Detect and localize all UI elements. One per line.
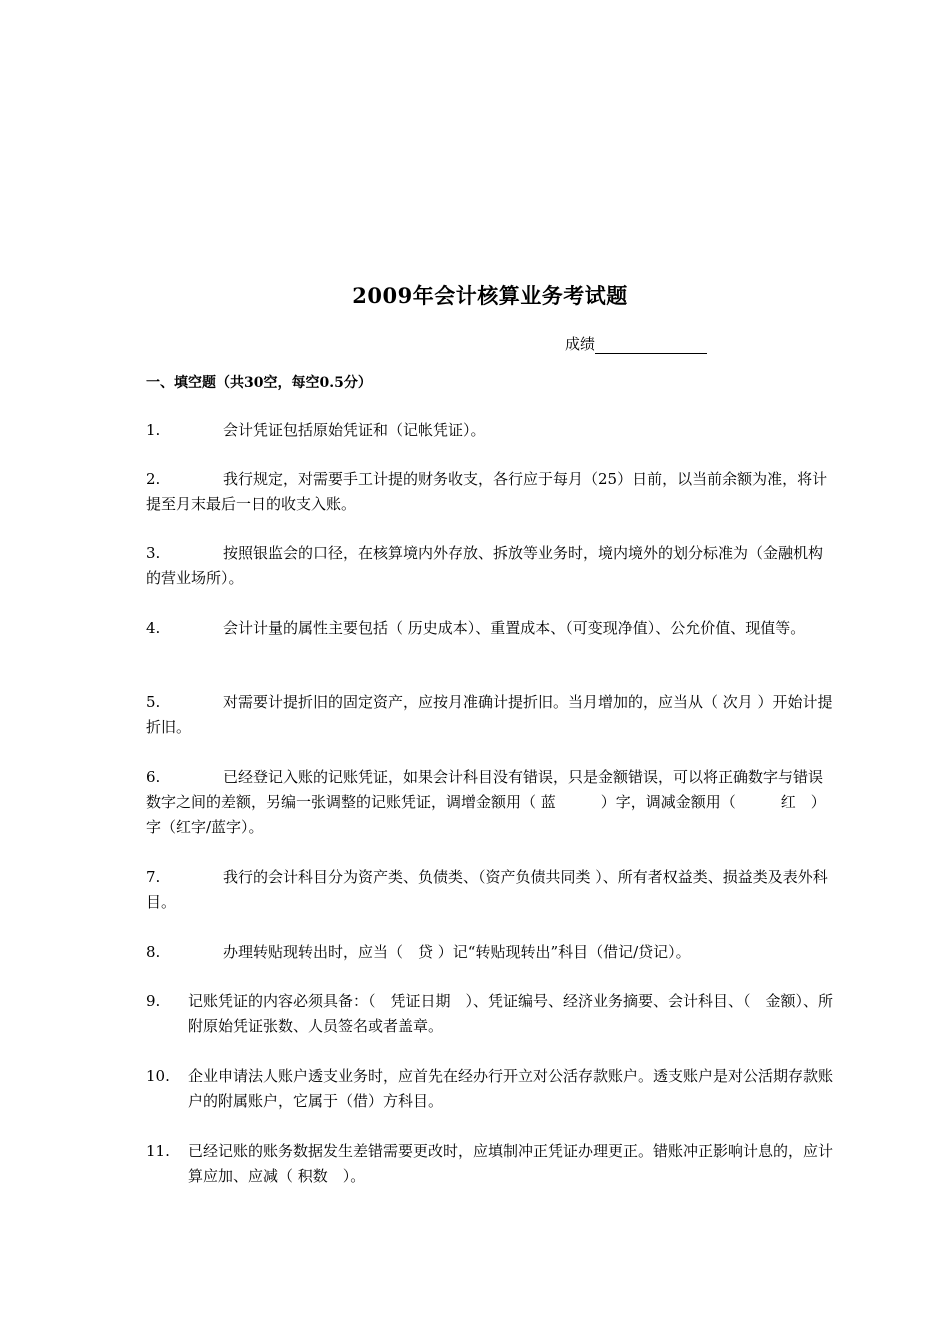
question-number: 7.	[146, 868, 161, 886]
question-text: 按照银监会的口径，在核算境内外存放、拆放等业务时，境内境外的划分标准为（金融机构的营业场所）。	[146, 544, 824, 587]
question-text: 已经记账的账务数据发生差错需要更改时，应填制冲正凭证办理更正。错账冲正影响计息的，应计算应加、应减（ 积数 ）。	[188, 1142, 834, 1185]
question-item	[146, 865, 836, 915]
question-number: 2.	[146, 470, 161, 488]
question-item	[146, 690, 836, 740]
question-text: 企业申请法人账户透支业务时，应首先在经办行开立对公活存款账户。透支账户是对公活期存款账户的附属账户，它属于（借）方科目。	[188, 1067, 834, 1110]
question-number: 8.	[146, 943, 161, 961]
question-item	[146, 940, 836, 965]
question-item	[146, 616, 836, 641]
exam-title: 2009年会计核算业务考试题	[352, 283, 628, 308]
question-text: 对需要计提折旧的固定资产，应按月准确计提折旧。当月增加的，应当从（ 次月 ）开始计提折旧。	[146, 693, 833, 736]
question-item	[146, 467, 836, 517]
question-number: 1.	[146, 421, 161, 439]
question-text: 记账凭证的内容必须具备：（ 凭证日期 ）、凭证编号、经济业务摘要、会计科目、（ 金额）、所附原始凭证张数、人员签名或者盖章。	[188, 992, 834, 1035]
question-number: 6.	[146, 768, 161, 786]
question-number: 9.	[146, 992, 161, 1010]
question-item	[146, 541, 836, 591]
question-text: 已经登记入账的记账凭证，如果会计科目没有错误，只是金额错误，可以将正确数字与错误数字之间的差额，另编一张调整的记账凭证，调增金额用（ 蓝 ）字，调减金额用（ 红 ）字（红字/蓝字）。	[146, 768, 826, 836]
question-item	[146, 1139, 836, 1189]
question-text: 我行规定，对需要手工计提的财务收支，各行应于每月（25）日前，以当前余额为准，将计提至月末最后一日的收支入账。	[146, 470, 828, 513]
section-heading: 一、填空题（共30空，每空0.5分）	[146, 375, 372, 391]
score-line	[565, 333, 707, 354]
question-item	[146, 989, 836, 1039]
question-number: 4.	[146, 619, 161, 637]
question-number: 11.	[146, 1142, 170, 1160]
score-blank	[595, 337, 707, 354]
question-text: 我行的会计科目分为资产类、负债类、（资产负债共同类 ）、所有者权益类、损益类及表外科目。	[146, 868, 828, 911]
question-number: 3.	[146, 544, 161, 562]
question-item	[146, 418, 836, 443]
question-item	[146, 765, 836, 840]
question-text: 办理转贴现转出时，应当（ 贷 ）记“转贴现转出”科目（借记/贷记）。	[223, 943, 691, 961]
score-label: 成绩	[565, 335, 596, 353]
question-text: 会计凭证包括原始凭证和（记帐凭证）。	[223, 421, 486, 439]
question-number: 5.	[146, 693, 161, 711]
question-number: 10.	[146, 1067, 170, 1085]
question-text: 会计计量的属性主要包括（ 历史成本）、重置成本、（可变现净值）、公允价值、现值等。	[223, 619, 806, 637]
question-item	[146, 1064, 836, 1114]
